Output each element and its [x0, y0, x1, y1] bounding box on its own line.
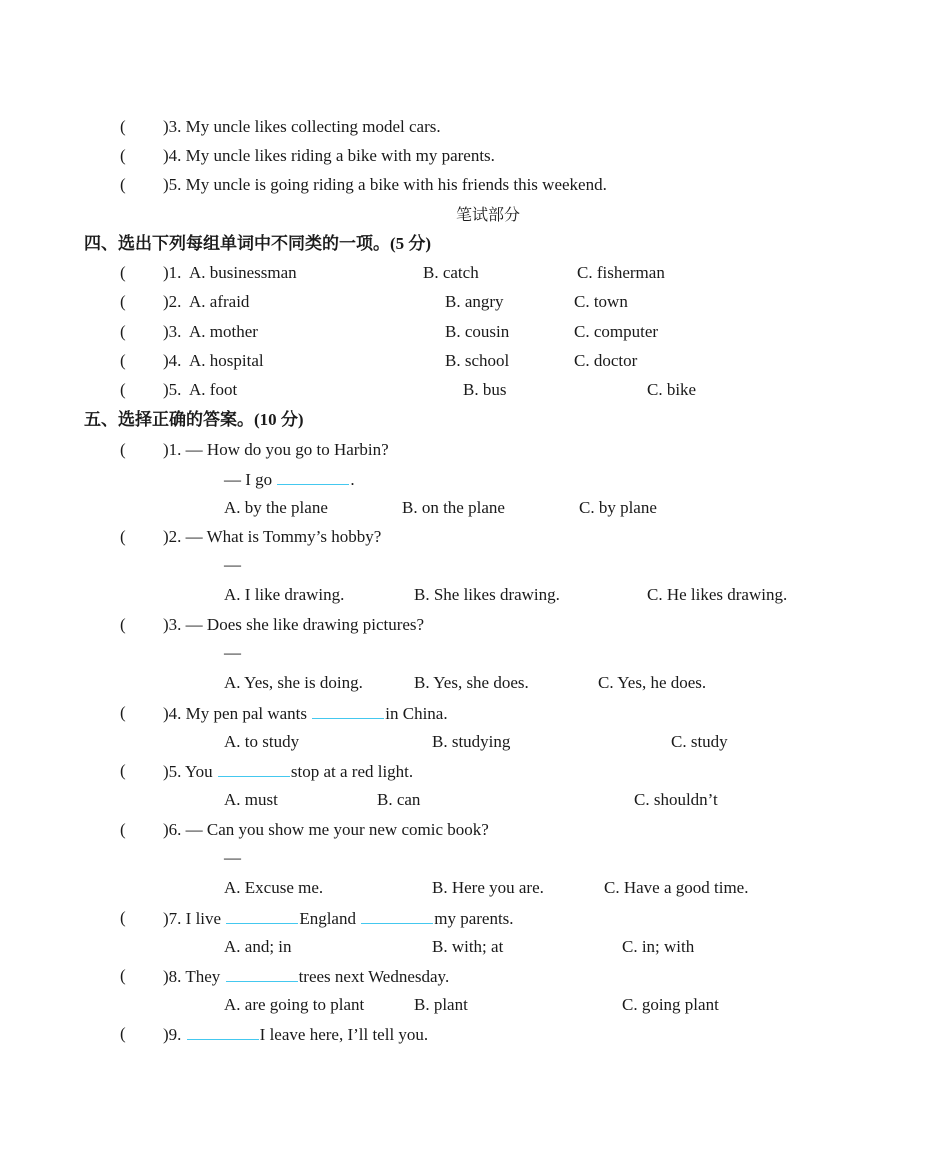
option-c: C. He likes drawing.: [647, 585, 788, 604]
option-b: B. can: [377, 790, 421, 809]
answer-blank[interactable]: [361, 908, 433, 924]
question-sentence: — How do you go to Harbin?: [185, 440, 389, 459]
question-end: stop at a red light.: [290, 762, 414, 781]
option-a: A. I like drawing.: [224, 585, 345, 604]
item-sentence: My uncle likes riding a bike with my parents.: [185, 146, 495, 165]
option-b: B. studying: [432, 732, 511, 751]
item-number: )2.: [163, 292, 182, 311]
section5-title: 五、选择正确的答案。(10 分): [84, 410, 304, 429]
option-b: B. plant: [414, 995, 468, 1014]
answer-paren[interactable]: (: [120, 292, 126, 311]
question-text: [163, 761, 413, 782]
question-text: [163, 615, 424, 635]
question-start: You: [185, 762, 213, 781]
section4-title: 四、选出下列每组单词中不同类的一项。(5 分): [84, 234, 432, 253]
option-b: B. cousin: [445, 322, 510, 341]
item-sentence: My uncle is going riding a bike with his friends this weekend.: [185, 175, 607, 194]
answer-paren[interactable]: (: [120, 440, 126, 459]
option-a: A. by the plane: [224, 498, 328, 517]
answer-paren[interactable]: (: [120, 146, 126, 165]
option-a: A. to study: [224, 732, 300, 751]
option-a: A. afraid: [189, 292, 250, 311]
question-sentence: — What is Tommy’s hobby?: [185, 527, 382, 546]
question-number: )4.: [163, 704, 182, 723]
option-b: B. She likes drawing.: [414, 585, 560, 604]
item-number: )3.: [163, 322, 182, 341]
reply-end: .: [350, 470, 355, 489]
question-number: )5.: [163, 762, 182, 781]
option-b: B. with; at: [432, 937, 504, 956]
option-c: C. bike: [647, 380, 697, 399]
item-text: [163, 146, 495, 166]
answer-paren[interactable]: (: [120, 1024, 126, 1043]
question-number: )7.: [163, 909, 182, 928]
option-a: A. foot: [189, 380, 238, 399]
question-sentence: — Does she like drawing pictures?: [185, 615, 425, 634]
item-sentence: My uncle likes collecting model cars.: [185, 117, 441, 136]
option-b: B. Here you are.: [432, 878, 544, 897]
answer-paren[interactable]: (: [120, 175, 126, 194]
option-c: C. in; with: [622, 937, 695, 956]
answer-paren[interactable]: (: [120, 322, 126, 341]
question-text: [163, 908, 514, 929]
question-text: [163, 440, 389, 460]
question-end: I leave here, I’ll tell you.: [259, 1025, 429, 1044]
question-end: in China.: [385, 704, 448, 723]
question-end: trees next Wednesday.: [298, 967, 450, 986]
option-b: B. catch: [423, 263, 479, 282]
question-text: [163, 703, 448, 724]
item-number: )4.: [163, 146, 182, 165]
item-text: [163, 175, 607, 195]
option-c: C. study: [671, 732, 728, 751]
option-c: C. Have a good time.: [604, 878, 749, 897]
answer-paren[interactable]: (: [120, 908, 126, 927]
question-start: My pen pal wants: [185, 704, 308, 723]
reply-dash: —: [224, 555, 241, 574]
written-part-title: 笔试部分: [456, 205, 521, 224]
question-number: )3.: [163, 615, 182, 634]
answer-blank[interactable]: [226, 966, 298, 982]
item-number: )5.: [163, 175, 182, 194]
option-b: B. on the plane: [402, 498, 505, 517]
reply-start: — I go: [224, 470, 273, 489]
option-c: C. computer: [574, 322, 659, 341]
item-number: )5.: [163, 380, 182, 399]
question-number: )8.: [163, 967, 182, 986]
answer-blank[interactable]: [218, 761, 290, 777]
question-sentence: — Can you show me your new comic book?: [185, 820, 489, 839]
item-number: )1.: [163, 263, 182, 282]
option-c: C. fisherman: [577, 263, 665, 282]
option-b: B. bus: [463, 380, 507, 399]
option-a: A. are going to plant: [224, 995, 365, 1014]
question-number: )2.: [163, 527, 182, 546]
option-a: A. must: [224, 790, 278, 809]
answer-paren[interactable]: (: [120, 703, 126, 722]
reply-line: [224, 469, 355, 490]
item-text: [163, 117, 441, 137]
answer-paren[interactable]: (: [120, 820, 126, 839]
option-c: C. doctor: [574, 351, 638, 370]
option-a: A. Excuse me.: [224, 878, 324, 897]
option-a: A. mother: [189, 322, 258, 341]
option-a: A. hospital: [189, 351, 264, 370]
option-c: C. going plant: [622, 995, 719, 1014]
answer-paren[interactable]: (: [120, 966, 126, 985]
option-c: C. by plane: [579, 498, 657, 517]
question-number: )1.: [163, 440, 182, 459]
question-text: [163, 1024, 428, 1045]
question-number: )6.: [163, 820, 182, 839]
question-text: [163, 527, 381, 547]
item-number: )3.: [163, 117, 182, 136]
item-number: )4.: [163, 351, 182, 370]
option-c: C. Yes, he does.: [598, 673, 707, 692]
answer-paren[interactable]: (: [120, 263, 126, 282]
question-text: [163, 966, 449, 987]
answer-paren[interactable]: (: [120, 761, 126, 780]
answer-paren[interactable]: (: [120, 527, 126, 546]
reply-dash: —: [224, 643, 241, 662]
option-a: A. and; in: [224, 937, 292, 956]
answer-blank[interactable]: [277, 469, 349, 485]
answer-blank[interactable]: [226, 908, 298, 924]
question-end: my parents.: [434, 909, 514, 928]
answer-paren[interactable]: (: [120, 117, 126, 136]
answer-blank[interactable]: [187, 1024, 259, 1040]
option-b: B. Yes, she does.: [414, 673, 529, 692]
answer-paren[interactable]: (: [120, 615, 126, 634]
question-start: They: [185, 967, 221, 986]
option-a: A. Yes, she is doing.: [224, 673, 363, 692]
answer-blank[interactable]: [312, 703, 384, 719]
option-c: C. shouldn’t: [634, 790, 718, 809]
answer-paren[interactable]: (: [120, 380, 126, 399]
option-a: A. businessman: [189, 263, 297, 282]
question-text: [163, 820, 489, 840]
option-b: B. angry: [445, 292, 504, 311]
option-c: C. town: [574, 292, 628, 311]
question-middle: England: [299, 909, 356, 928]
question-number: )9.: [163, 1025, 182, 1044]
option-b: B. school: [445, 351, 510, 370]
question-start: I live: [185, 909, 222, 928]
reply-dash: —: [224, 848, 241, 867]
answer-paren[interactable]: (: [120, 351, 126, 370]
